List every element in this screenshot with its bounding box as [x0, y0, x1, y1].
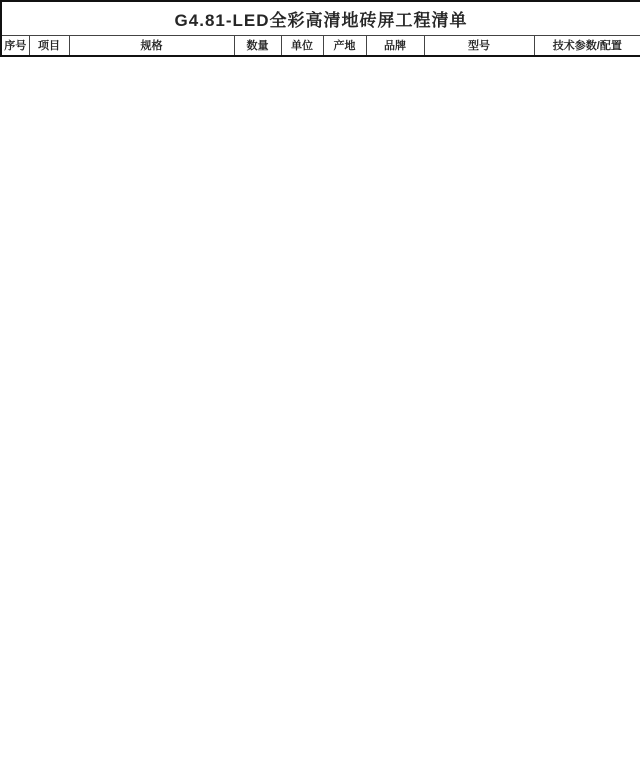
table-head [1, 1, 640, 56]
column-header-origin: 产地 [323, 35, 366, 56]
page-title: G4.81-LED全彩高清地砖屏工程清单 [1, 1, 640, 35]
column-header-unit: 单位 [281, 35, 323, 56]
header-row [1, 35, 640, 56]
column-header-item: 项目 [29, 35, 69, 56]
column-header-no: 序号 [1, 35, 29, 56]
column-header-tech: 技术参数/配置 [534, 35, 640, 56]
project-table [0, 0, 640, 57]
column-header-brand: 品牌 [366, 35, 424, 56]
column-header-qty: 数量 [234, 35, 281, 56]
title-row [1, 1, 640, 35]
column-header-model: 型号 [424, 35, 534, 56]
column-header-spec: 规格 [69, 35, 234, 56]
